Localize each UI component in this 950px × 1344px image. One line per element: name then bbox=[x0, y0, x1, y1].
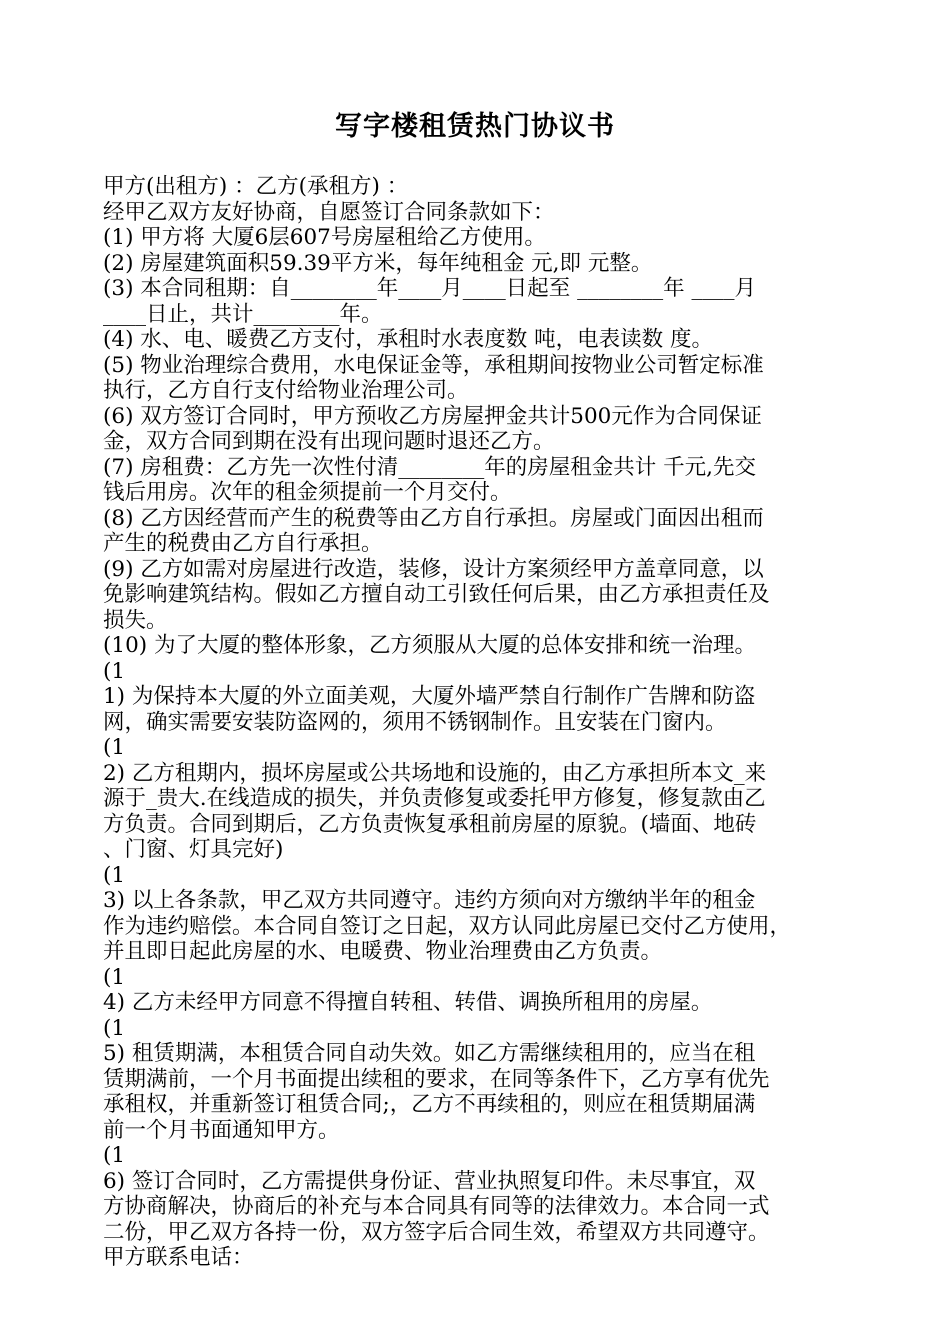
text-line: 并且即日起此房屋的水、电暖费、物业治理费由乙方负责。 bbox=[103, 939, 663, 964]
text-line: (9) 乙方如需对房屋进行改造，装修，设计方案须经甲方盖章同意，以 bbox=[103, 556, 764, 582]
text-line: 产生的税费由乙方自行承担。 bbox=[103, 531, 383, 556]
text-line: 甲方联系电话： bbox=[103, 1245, 254, 1270]
text-line: 3) 以上各条款，甲乙双方共同遵守。违约方须向对方缴纳半年的租金 bbox=[103, 888, 756, 913]
text-line: (1) 甲方将 大厦6层607号房屋租给乙方使用。 bbox=[103, 225, 546, 250]
text-line: (2) 房屋建筑面积59.39平方米，每年纯租金 元,即 元整。 bbox=[103, 250, 653, 276]
document-title: 写字楼租赁热门协议书 bbox=[335, 111, 615, 142]
text-line: (1 bbox=[103, 735, 126, 760]
text-line: 4) 乙方未经甲方同意不得擅自转租、转借、调换所租用的房屋。 bbox=[103, 990, 713, 1015]
text-line: (1 bbox=[103, 862, 126, 888]
text-line: 甲方(出租方) ：乙方(承租方) ： bbox=[103, 174, 409, 199]
text-line: 作为违约赔偿。本合同自签订之日起，双方认同此房屋已交付乙方使用， bbox=[103, 913, 792, 939]
text-line: 二份，甲乙双方各持一份，双方签字后合同生效，希望双方共同遵守。 bbox=[103, 1219, 770, 1245]
text-line: 5) 租赁期满，本租赁合同自动失效。如乙方需继续租用的，应当在租 bbox=[103, 1041, 756, 1066]
text-line: 损失。 bbox=[103, 607, 168, 633]
text-line: 钱后用房。次年的租金须提前一个月交付。 bbox=[103, 480, 512, 505]
text-line: (6) 双方签订合同时，甲方预收乙方房屋押金共计500元作为合同保证 bbox=[103, 403, 762, 429]
text-line: 方负责。合同到期后，乙方负责恢复承租前房屋的原貌。(墙面、地砖 bbox=[103, 811, 757, 837]
text-line: 免影响建筑结构。假如乙方擅自动工引致任何后果，由乙方承担责任及 bbox=[103, 582, 770, 607]
text-line: (1 bbox=[103, 1143, 126, 1168]
text-line: (1 bbox=[103, 1015, 126, 1041]
text-line: ____日止，共计________年。 bbox=[103, 301, 383, 327]
text-line: (10) 为了大厦的整体形象，乙方须服从大厦的总体安排和统一治理。 bbox=[103, 633, 756, 658]
text-line: (8) 乙方因经营而产生的税费等由乙方自行承担。房屋或门面因出租而 bbox=[103, 505, 764, 531]
text-line: (1 bbox=[103, 658, 126, 684]
document-body bbox=[103, 174, 855, 1271]
text-line: 6) 签订合同时，乙方需提供身份证、营业执照复印件。未尽事宜，双 bbox=[103, 1168, 756, 1194]
text-line: 经甲乙双方友好协商，自愿签订合同条款如下： bbox=[103, 199, 555, 225]
text-line: 2) 乙方租期内，损坏房屋或公共场地和设施的，由乙方承担所本文_来 bbox=[103, 760, 767, 786]
text-line: 1) 为保持本大厦的外立面美观，大厦外墙严禁自行制作广告牌和防盗 bbox=[103, 684, 756, 709]
text-line: 源于_贵大.在线造成的损失，并负责修复或委托甲方修复，修复款由乙 bbox=[103, 786, 766, 811]
text-line: 承租权，并重新签订租赁合同;，乙方不再续租的，则应在租赁期届满 bbox=[103, 1092, 756, 1117]
text-line: 前一个月书面通知甲方。 bbox=[103, 1117, 340, 1143]
text-line: (3) 本合同租期：自________年____月____日起至 ________年 ____月 bbox=[103, 276, 756, 301]
text-line: (5) 物业治理综合费用，水电保证金等，承租期间按物业公司暂定标准 bbox=[103, 352, 764, 378]
text-line: 方协商解决，协商后的补充与本合同具有同等的法律效力。本合同一式 bbox=[103, 1194, 770, 1219]
text-line: (4) 水、电、暖费乙方支付，承租时水表度数 吨，电表读数 度。 bbox=[103, 327, 713, 352]
text-line: 金，双方合同到期在没有出现问题时退还乙方。 bbox=[103, 429, 555, 454]
text-line: (1 bbox=[103, 964, 126, 990]
text-line: 、门窗、灯具完好) bbox=[103, 837, 284, 862]
text-line: 网，确实需要安装防盗网的，须用不锈钢制作。且安装在门窗内。 bbox=[103, 709, 727, 735]
text-line: 执行，乙方自行支付给物业治理公司。 bbox=[103, 378, 469, 403]
text-line: (7) 房租费：乙方先一次性付清________年的房屋租金共计 千元,先交 bbox=[103, 454, 756, 480]
text-line: 赁期满前，一个月书面提出续租的要求，在同等条件下，乙方享有优先 bbox=[103, 1066, 770, 1092]
